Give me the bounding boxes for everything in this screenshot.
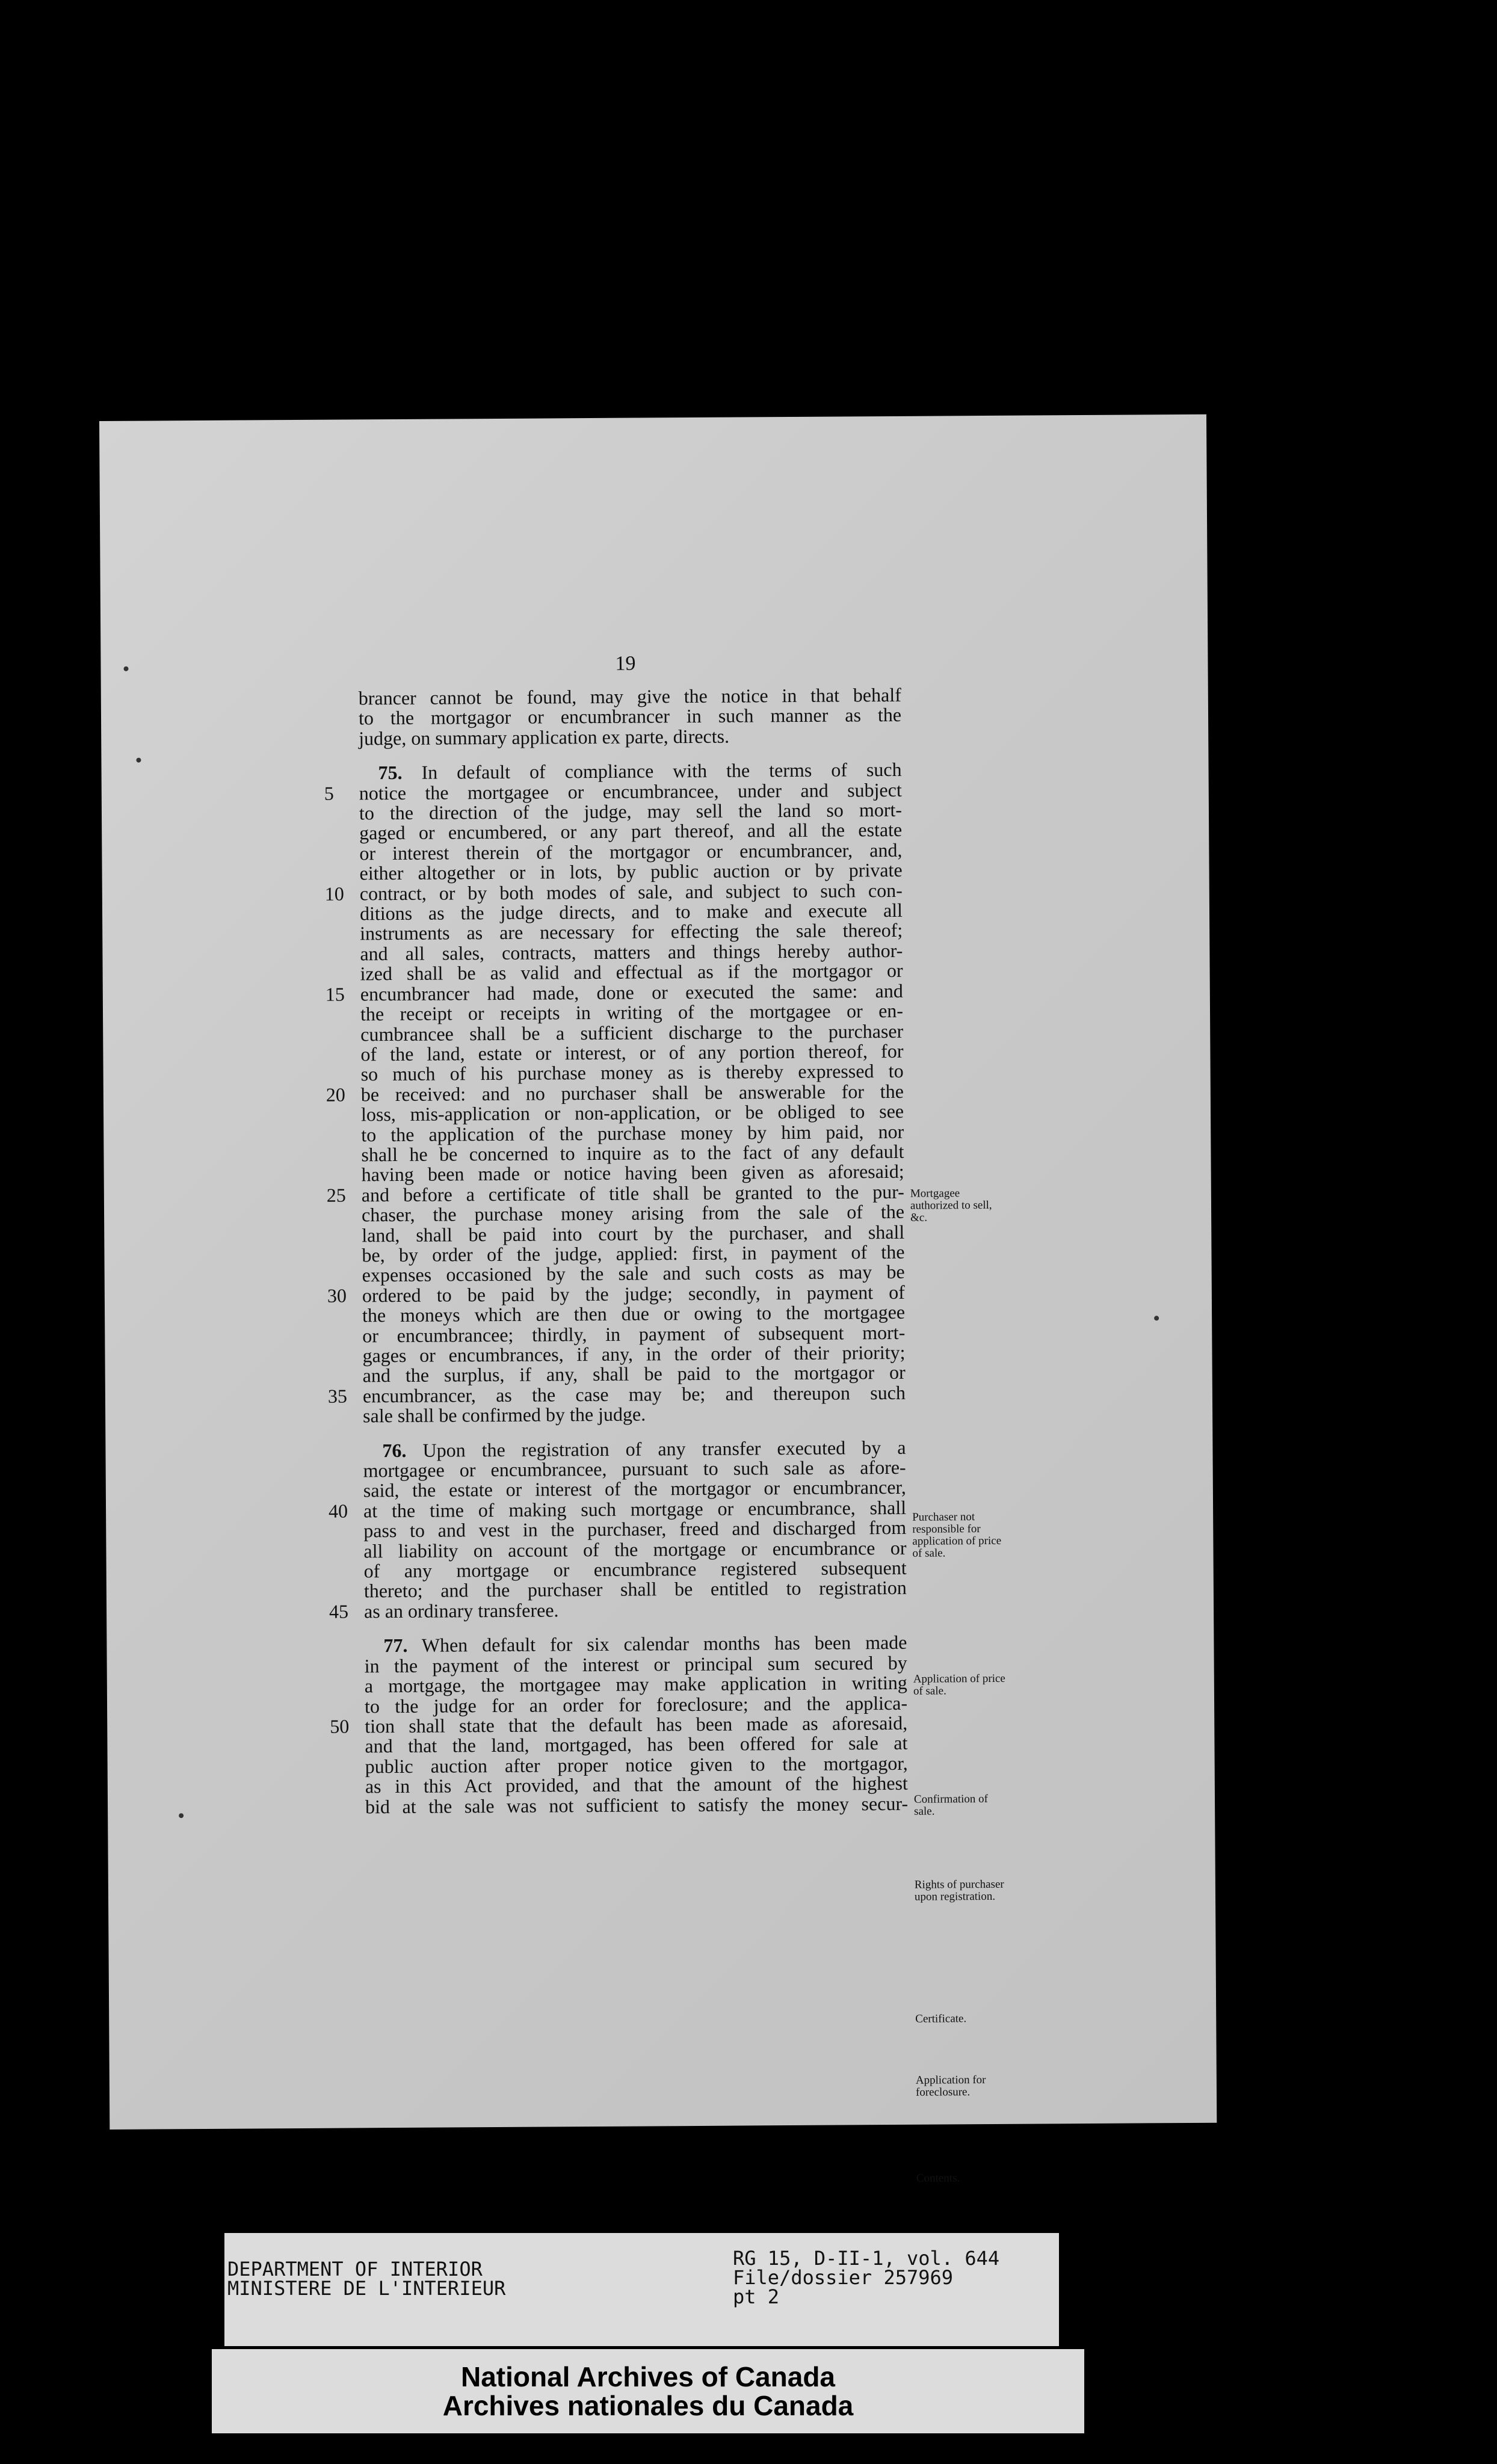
line-text: said, the estate or interest of the mortgagor or encumbrancer, — [363, 1476, 906, 1502]
margin-note: Rights of purchaser upon registration. — [914, 1877, 1004, 1903]
section-number: 75. — [378, 762, 403, 784]
line-text: so much of his purchase money as is thereby expressed to — [360, 1060, 904, 1085]
department-french: MINISTERE DE L'INTERIEUR — [227, 2277, 506, 2300]
archival-reference-label — [224, 2233, 1059, 2346]
line-text: cumbrancee shall be a sufficient discharge to the purchaser — [360, 1020, 904, 1045]
text-line — [364, 1578, 907, 1601]
text-line — [329, 1598, 907, 1622]
line-text: shall he be concerned to inquire as to the fact of any default — [361, 1140, 904, 1166]
line-text: having been made or notice having been given as aforesaid; — [361, 1160, 904, 1186]
archive-name-french: Archives nationales du Canada — [442, 2390, 854, 2421]
page-number: 19 — [615, 652, 636, 675]
line-text: to the mortgagor or encumbrancer in such manner as the — [358, 704, 902, 729]
line-text: contract, or by both modes of sale, and subject to such con- — [359, 879, 903, 905]
line-text: In default of compliance with the terms of such — [421, 759, 902, 783]
line-text: judge, on summary application ex parte, directs. — [359, 725, 730, 750]
line-text: as an ordinary transferee. — [363, 1599, 559, 1622]
line-number: 45 — [329, 1600, 349, 1622]
line-text: encumbrancer, as the case may be; and thereupon such — [362, 1381, 906, 1407]
line-number: 10 — [324, 882, 344, 905]
speck — [1154, 1316, 1159, 1320]
line-text: thereto; and the purchaser shall be entitled to registration — [363, 1577, 907, 1602]
line-text: Upon the registration of any transfer executed by a — [422, 1436, 906, 1461]
line-text: brancer cannot be found, may give the notice in that behalf — [358, 683, 901, 709]
line-text: instruments as are necessary for effecting the sale thereof; — [360, 919, 903, 944]
line-number: 25 — [326, 1184, 346, 1206]
line-number: 15 — [325, 983, 345, 1005]
archive-name-english: National Archives of Canada — [460, 2361, 835, 2392]
margin-note: Mortgagee authorized to sell, &c. — [910, 1187, 992, 1224]
speck — [123, 667, 128, 671]
line-text: at the time of making such mortgage or encumbrance, shall — [363, 1496, 907, 1522]
line-text: encumbrancer had made, done or executed the same: and — [360, 979, 903, 1005]
line-text: public auction after proper notice given to the mortgagor, — [365, 1752, 908, 1778]
line-text: ordered to be paid by the judge; secondly, in payment of — [362, 1281, 905, 1307]
text-line — [327, 1381, 906, 1407]
line-text: gages or encumbrances, if any, in the order of their priority; — [362, 1341, 906, 1367]
line-text: and the surplus, if any, shall be paid to the mortgagor or — [362, 1361, 906, 1387]
margin-note: Confirmation of sale. — [913, 1793, 989, 1818]
line-text: mortgagee or encumbrancee, pursuant to such sale as afore- — [363, 1456, 906, 1482]
line-text: land, shall be paid into court by the purchaser, and shall — [362, 1221, 905, 1246]
statute-text — [324, 683, 909, 1817]
line-text: to the application of the purchase money by him paid, nor — [361, 1120, 904, 1145]
line-text: to the judge for an order for foreclosure; and the applica- — [364, 1692, 908, 1717]
line-text: ditions as the judge directs, and to make and execute all — [359, 899, 903, 925]
line-text: bid at the sale was not sufficient to satisfy the money secur- — [365, 1792, 909, 1817]
line-text: and before a certificate of title shall be granted to the pur- — [361, 1180, 904, 1206]
line-number: 30 — [327, 1284, 347, 1307]
line-text: of the land, estate or interest, or of any portion thereof, for — [360, 1040, 904, 1065]
margin-note: Certificate. — [915, 2012, 967, 2025]
archive-banner — [212, 2349, 1084, 2433]
line-text: be, by order of the judge, applied: first, in payment of the — [362, 1240, 905, 1266]
line-text: to the direction of the judge, may sell the land so mort- — [359, 798, 903, 824]
department-english: DEPARTMENT OF INTERIOR — [227, 2258, 483, 2281]
line-text: notice the mortgagee or encumbrancee, under and subject — [359, 778, 902, 804]
line-text: chaser, the purchase money arising from the sale of the — [361, 1201, 905, 1226]
line-number: 50 — [330, 1715, 350, 1737]
margin-note: Contents. — [916, 2172, 960, 2185]
line-text: be received: and no purchaser shall be answerable for the — [360, 1080, 904, 1106]
margin-note: Purchaser not responsible for application of price of sale. — [912, 1511, 1002, 1560]
line-text: the moneys which are then due or owing to the mortgagee — [362, 1301, 906, 1326]
file-number: File/dossier 257969 — [733, 2266, 954, 2289]
text-line — [365, 1793, 908, 1817]
line-number: 20 — [326, 1083, 345, 1106]
line-text: a mortgage, the mortgagee may make application in writing — [364, 1671, 907, 1697]
line-text: and all sales, contracts, matters and things hereby author- — [360, 939, 903, 965]
line-text: or encumbrancee; thirdly, in payment of subsequent mort- — [362, 1321, 906, 1346]
line-text: of any mortgage or encumbrance registered subsequent — [363, 1556, 907, 1582]
speck — [136, 758, 141, 763]
line-text: the receipt or receipts in writing of the mortgagee or en- — [360, 999, 904, 1025]
line-text: gaged or encumbered, or any part thereof, and all the estate — [359, 819, 903, 844]
line-text: either altogether or in lots, by public auction or by private — [359, 859, 903, 884]
speck — [179, 1813, 184, 1818]
line-text: loss, mis-application or non-application, or be obliged to see — [360, 1100, 904, 1126]
line-text: tion shall state that the default has been made as aforesaid, — [365, 1711, 908, 1737]
margin-note: Application for foreclosure. — [915, 2074, 986, 2099]
line-text: or interest therein of the mortgagor or encumbrancer, and, — [359, 839, 903, 864]
record-group: RG 15, D-II-1, vol. 644 — [733, 2247, 1000, 2270]
line-number: 40 — [328, 1500, 348, 1522]
line-text: as in this Act provided, and that the amount of the highest — [365, 1772, 908, 1797]
line-text: and that the land, mortgaged, has been offered for sale at — [365, 1732, 908, 1757]
margin-note: Application of price of sale. — [913, 1672, 1005, 1698]
line-text: ized shall be as valid and effectual as if the mortgagor or — [360, 959, 903, 985]
line-text: pass to and vest in the purchaser, freed and discharged from — [363, 1517, 907, 1542]
line-number: 5 — [324, 782, 334, 804]
line-text: all liability on account of the mortgage or encumbrance or — [363, 1536, 907, 1562]
part-number: pt 2 — [733, 2285, 780, 2308]
text-line — [363, 1403, 906, 1426]
line-text: in the payment of the interest or principal sum secured by — [364, 1651, 907, 1677]
line-text: When default for six calendar months has been made — [421, 1631, 907, 1657]
line-number: 35 — [327, 1385, 348, 1407]
section-number: 77. — [383, 1634, 408, 1657]
text-line — [359, 725, 901, 749]
line-text: sale shall be confirmed by the judge. — [362, 1403, 646, 1427]
text-line — [359, 705, 901, 728]
document-page — [99, 414, 1217, 2185]
section-number: 76. — [382, 1439, 407, 1461]
line-text: expenses occasioned by the sale and such costs as may be — [362, 1261, 905, 1286]
